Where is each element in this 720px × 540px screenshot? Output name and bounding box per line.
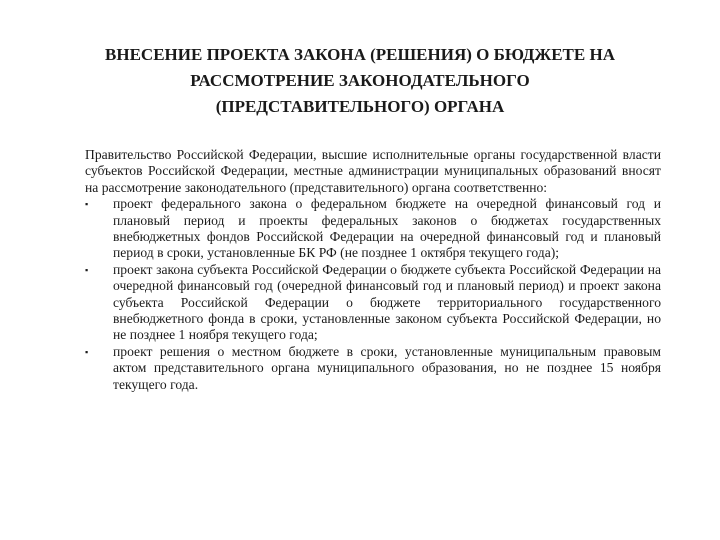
bullet-list — [85, 196, 661, 393]
bullet-square-icon: ▪ — [85, 199, 89, 210]
bullet-item-local — [85, 344, 661, 393]
bullet-text: проект решения о местном бюджете в сроки, установленные муниципальным правовым актом представительного органа муниципального образования, но не позднее 15 ноября текущего года. — [113, 343, 661, 392]
title-line-1: ВНЕСЕНИЕ ПРОЕКТА ЗАКОНА (РЕШЕНИЯ) О БЮДЖЕТЕ НА — [105, 45, 615, 64]
bullet-item-federal — [85, 196, 661, 262]
slide-title — [40, 42, 680, 120]
slide-body — [85, 147, 661, 393]
bullet-text: проект закона субъекта Российской Федерации о бюджете субъекта Российской Федерации на очередной финансовый год (очередной финансовый год и плановый период) и проект закона субъекта Российской Федерации о бюджете территориального государственного внебюджетного фонда в сроки, установленные законом субъекта Российской Федерации, но не позднее 1 ноября текущего года; — [113, 261, 661, 343]
bullet-square-icon: ▪ — [85, 264, 89, 275]
intro-paragraph: Правительство Российской Федерации, высшие исполнительные органы государственной власти субъектов Российской Федерации, местные администрации муниципальных образований вносят на рассмотрение законодательного (представительного) органа соответственно: — [85, 147, 661, 195]
bullet-square-icon: ▪ — [85, 346, 89, 357]
bullet-text: проект федерального закона о федеральном бюджете на очередной финансовый год и плановый период и проекты федеральных законов о бюджетах государственных внебюджетных фондов Российской Федерации на очередной финансовый год и плановый период в сроки, установленные БК РФ (не позднее 1 октября текущего года); — [113, 196, 661, 261]
title-line-2: РАССМОТРЕНИЕ ЗАКОНОДАТЕЛЬНОГО — [190, 71, 530, 90]
title-line-3: (ПРЕДСТАВИТЕЛЬНОГО) ОРГАНА — [215, 97, 505, 116]
bullet-item-regional — [85, 262, 661, 344]
